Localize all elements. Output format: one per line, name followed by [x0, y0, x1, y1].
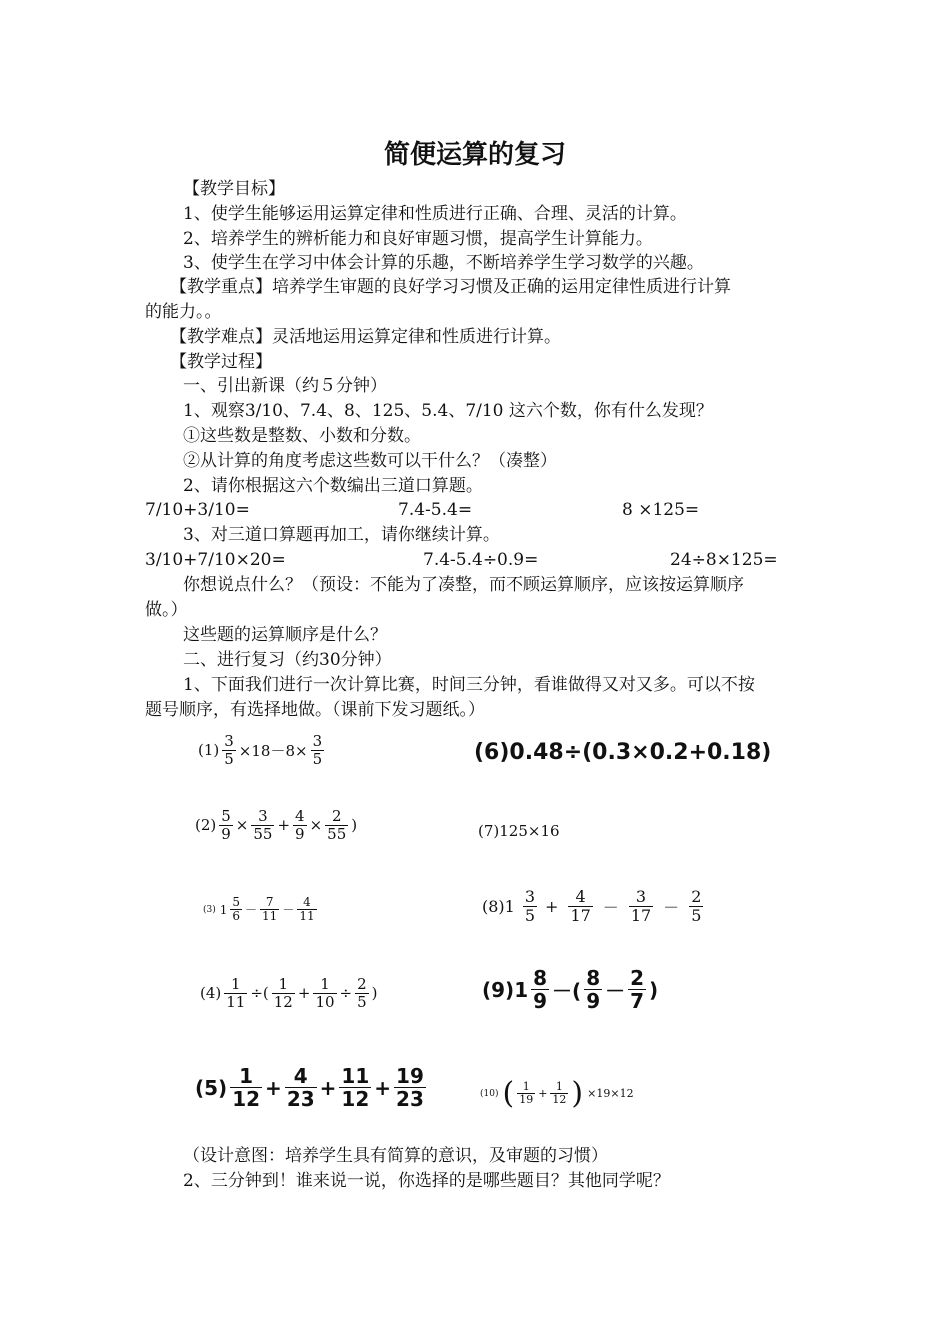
problem-1: (1) $\frac{3}{5}$ ×18－8× $\frac{3}{5}$ [198, 732, 323, 768]
contest-line: 1、下面我们进行一次计算比赛，时间三分钟，看谁做得又对又多。可以不按 [183, 675, 755, 695]
problem-9: (9)1 $\frac{8}{9}$ －( $\frac{8}{9}$ － $\frac{2}{7}$ ) [482, 966, 659, 1013]
order-question: 这些题的运算顺序是什么？ [183, 625, 387, 645]
problem-7: (7)125×16 [478, 822, 560, 840]
section-heading-process: 【教学过程】 [170, 352, 272, 372]
problem-10: (10) ( $\frac{1}{19}$ + $\frac{1}{12}$ ) ×19×12 [480, 1076, 634, 1111]
section-heading-goals: 【教学目标】 [183, 179, 285, 199]
oral2-b: 7.4-5.4÷0.9= [423, 550, 539, 570]
problem-3: (3) 1 $\frac{5}{6}$ － $\frac{7}{11}$ － $\frac{4}{11}$ [203, 895, 315, 924]
prompt-line-cont: 做。） [145, 600, 188, 620]
task-3: 3、对三道口算题再加工，请你继续计算。 [183, 525, 500, 545]
task-2: 2、请你根据这六个数编出三道口算题。 [183, 476, 483, 496]
three-minutes-up: 2、三分钟到！谁来说一说，你选择的是哪些题目？其他同学呢？ [183, 1171, 670, 1191]
oral2-c: 24÷8×125= [670, 550, 778, 570]
prompt-line: 你想说点什么？（预设：不能为了凑整，而不顾运算顺序，应该按运算顺序 [183, 575, 744, 595]
oral-a: 7/10+3/10= [145, 500, 250, 520]
key-point: 【教学重点】培养学生审题的良好学习习惯及正确的运用定律性质进行计算 [170, 277, 731, 297]
goal-3: 3、使学生在学习中体会计算的乐趣，不断培养学生学习数学的兴趣。 [183, 253, 704, 273]
key-point-cont: 的能力。。 [145, 302, 222, 322]
problem-6: (6)0.48÷(0.3×0.2+0.18) [474, 740, 772, 765]
problem-5: (5) $\frac{1}{12}$ + $\frac{4}{23}$ + $\frac{11}{12}$ + $\frac{19}{23}$ [195, 1064, 424, 1111]
part-1-heading: 一、引出新课（约５分钟） [183, 376, 387, 396]
observe-line: 1、观察3/10、7.4、8、125、5.4、7/10 这六个数，你有什么发现？ [183, 401, 713, 421]
page-title: 简便运算的复习 [383, 140, 566, 170]
oral-c: 8 ×125= [622, 500, 700, 520]
answer-1: ①这些数是整数、小数和分数。 [183, 426, 421, 446]
problem-8: (8)1 $\frac{3}{5}$ + $\frac{4}{17}$ － $\frac{3}{17}$ － $\frac{2}{5}$ [482, 887, 702, 925]
goal-2: 2、培养学生的辨析能力和良好审题习惯，提高学生计算能力。 [183, 229, 653, 249]
design-intent: （设计意图：培养学生具有简算的意识，及审题的习惯） [183, 1146, 608, 1166]
part-2-heading: 二、进行复习（约30分钟） [183, 650, 392, 670]
oral-b: 7.4-5.4= [398, 500, 473, 520]
contest-line-cont: 题号顺序，有选择地做。（课前下发习题纸。） [145, 700, 485, 720]
problem-2: (2) $\frac{5}{9}$ × $\frac{3}{55}$ + $\frac{4}{9}$ × $\frac{2}{55}$ ) [195, 807, 358, 843]
oral2-a: 3/10+7/10×20= [145, 550, 286, 570]
difficulty: 【教学难点】灵活地运用运算定律和性质进行计算。 [170, 327, 561, 347]
answer-2: ②从计算的角度考虑这些数可以干什么？（凑整） [183, 451, 557, 471]
goal-1: 1、使学生能够运用运算定律和性质进行正确、合理、灵活的计算。 [183, 204, 687, 224]
problem-4: (4) $\frac{1}{11}$ ÷( $\frac{1}{12}$ + $\frac{1}{10}$ ÷ $\frac{2}{5}$ ) [200, 975, 378, 1011]
